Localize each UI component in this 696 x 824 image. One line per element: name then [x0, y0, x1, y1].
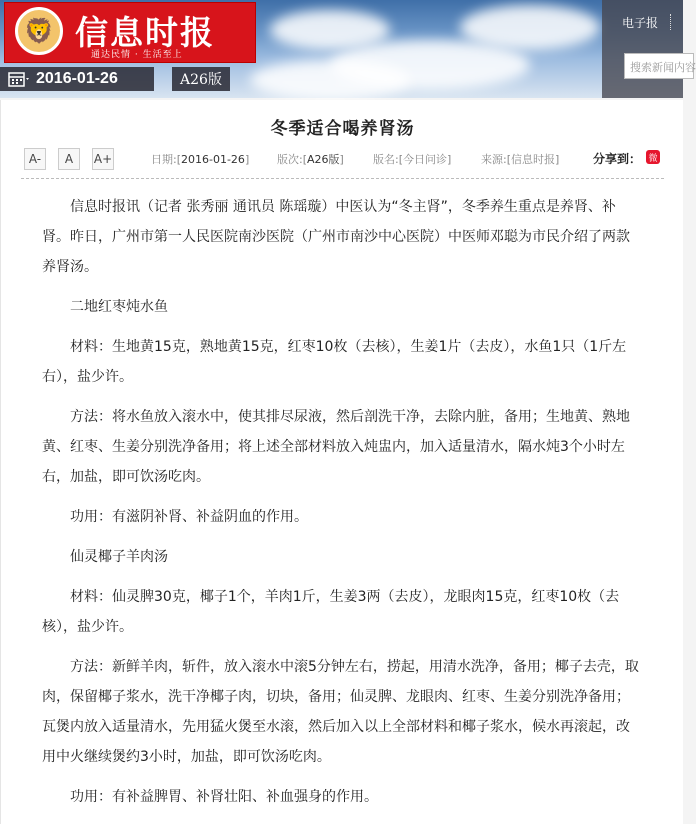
- divider: [21, 178, 664, 179]
- logo-slogan: 通达民情 · 生活至上: [91, 50, 183, 60]
- paragraph: 材料：仙灵脾30克，椰子1个，羊肉1斤，生姜3两（去皮），龙眼肉15克，红枣10枚（去核），盐少许。: [42, 589, 620, 635]
- paragraph: 方法：将水鱼放入滚水中，使其排尽尿液，然后剖洗干净，去除内脏，备用；生地黄、熟地黄、红枣、生姜分别洗净备用；将上述全部材料放入炖盅内，加入适量清水，隔水炖3个小时左右，加盐，即可饮汤吃肉。: [42, 409, 630, 485]
- paragraph: 功用：有补益脾胃、补肾壮阳、补血强身的作用。: [70, 789, 378, 805]
- lion-mascot-icon: 🦁: [15, 7, 63, 55]
- site-logo[interactable]: [4, 2, 256, 63]
- header-tools: [602, 0, 696, 98]
- current-date: 2016-01-26: [36, 70, 118, 87]
- font-decrease-button[interactable]: A-: [24, 148, 46, 170]
- search-input[interactable]: 搜索新闻内容: [624, 53, 694, 79]
- font-normal-button[interactable]: A: [58, 148, 80, 170]
- site-header: [0, 0, 696, 98]
- paragraph: 功用：有滋阴补肾、补益阴血的作用。: [70, 509, 308, 525]
- font-increase-button[interactable]: A+: [92, 148, 114, 170]
- calendar-icon: [8, 71, 30, 87]
- weibo-share-icon[interactable]: 微: [646, 150, 660, 164]
- subheading: 仙灵椰子羊肉汤: [70, 549, 168, 565]
- meta-date: 日期:[2016-01-26]: [151, 153, 250, 166]
- meta-column: 版名:[今日问诊]: [373, 153, 452, 166]
- article-body: [42, 192, 642, 822]
- edition-selector[interactable]: A26版: [172, 67, 230, 91]
- article-panel: [0, 100, 683, 824]
- share-label: 分享到：: [593, 152, 642, 166]
- date-edition-bar: [0, 66, 230, 92]
- paragraph: 材料：生地黄15克，熟地黄15克，红枣10枚（去核），生姜1片（去皮），水鱼1只（1斤左右），盐少许。: [42, 339, 627, 385]
- epaper-link[interactable]: 电子报: [622, 16, 659, 30]
- meta-source: 来源:[信息时报]: [481, 153, 560, 166]
- paragraph: 方法：新鲜羊肉，斩件，放入滚水中滚5分钟左右，捞起，用清水洗净，备用；椰子去壳，取肉，保留椰子浆水，洗干净椰子肉，切块，备用；仙灵脾、龙眼肉、红枣、生姜分别洗净备用；瓦煲内放入适量清水，先用猛火煲至水滚，然后加入以上全部材料和椰子浆水，候水再滚起，改用中火继续煲约3小时，加盐，即可饮汤吃肉。: [42, 659, 639, 765]
- paragraph: 信息时报讯（记者 张秀丽 通讯员 陈瑶璇）中医认为“冬主肾”，冬季养生重点是养肾、补肾。昨日，广州市第一人民医院南沙医院（广州市南沙中心医院）中医师邓聪为市民介绍了两款养肾汤。: [42, 199, 630, 275]
- subheading: 二地红枣炖水鱼: [70, 299, 168, 315]
- meta-page: 版次:[A26版]: [277, 153, 344, 166]
- logo-text: 信息时报: [75, 13, 215, 52]
- date-picker[interactable]: [0, 67, 154, 91]
- divider: [670, 14, 672, 30]
- article-title: 冬季适合喝养肾汤: [270, 119, 415, 139]
